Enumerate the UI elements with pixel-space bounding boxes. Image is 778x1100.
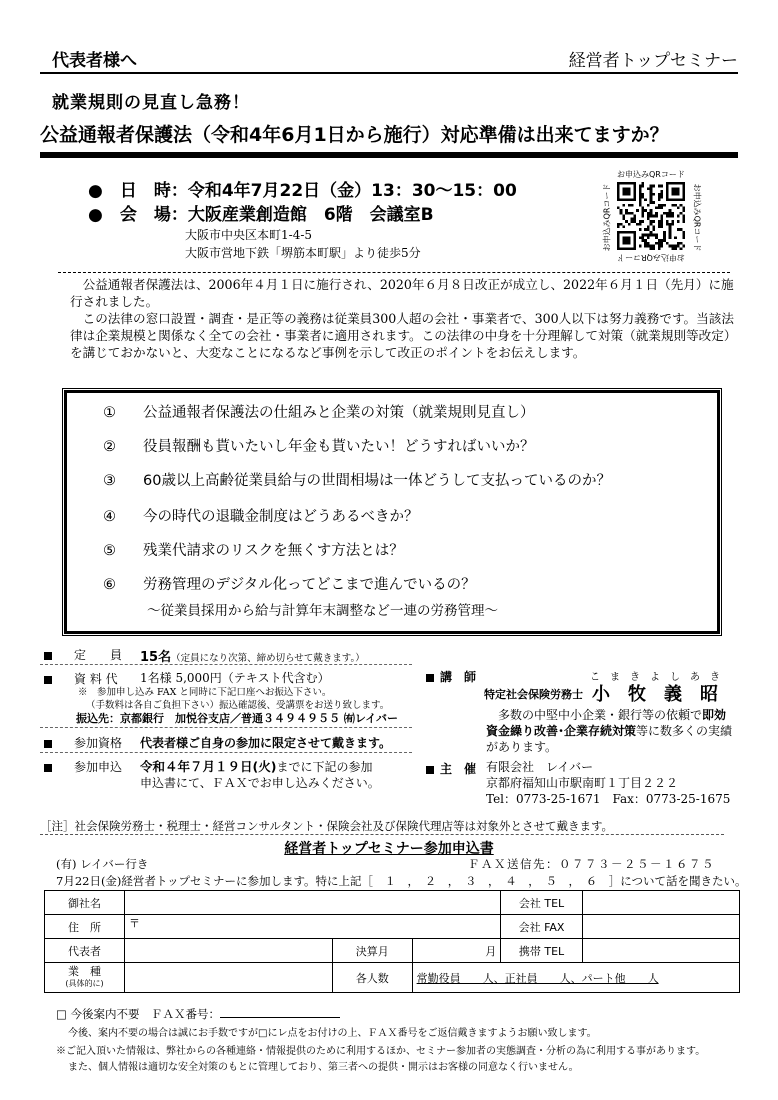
divider	[40, 727, 412, 728]
month-unit: 月	[485, 944, 497, 958]
bullet-square-icon	[426, 674, 434, 682]
intro-paragraph: この法律の窓口設置・調査・是正等の義務は従業員300人超の会社・事業者で、300人以下は努力義務です。当該法律は企業規模と関係なく全ての会社・事業者に適用されます。この法律の中身を十分理解して対策（就業規則等改定）を講じておかないと、大変なことになるなど事例を示して改正のポイントをお伝えします。	[70, 311, 737, 360]
apply-method: 申込書にて、ＦＡＸでお申し込みください。	[140, 776, 380, 790]
speaker-desc-text: 等に数多くの実績	[636, 724, 733, 738]
topic-text: 労務管理のデジタル化ってどこまで進んでいるの？	[143, 577, 476, 593]
intro-text	[70, 276, 738, 361]
form-row	[45, 915, 740, 939]
capacity-label: 定 員	[74, 648, 123, 662]
topic-text: 公益通報者保護法の仕組みと企業の対策（就業規則見直し）	[143, 405, 535, 421]
topic-subtitle: ～従業員採用から給与計算年末調整など一連の労務管理～	[147, 603, 498, 619]
apply-deadline-date: 令和４年７月１９日(火)	[140, 759, 277, 774]
topics-box	[64, 390, 720, 634]
speaker-name: 小 牧 義 昭	[592, 684, 718, 705]
industry-label-note: (具体的に)	[65, 979, 104, 988]
qr-caption-bottom: お申込みQRコード	[617, 253, 685, 262]
speaker-desc	[486, 722, 732, 739]
topic-item	[103, 435, 535, 456]
form-row	[45, 891, 740, 915]
organizer-contact: Tel：0773-25-1671 Fax：0773-25-1675	[486, 792, 731, 806]
company-name-label: 御社名	[45, 891, 125, 915]
industry-label-text: 業 種	[68, 965, 101, 978]
qualification-label: 参加資格	[74, 736, 123, 750]
address-label: 住 所	[45, 915, 125, 939]
speaker-desc-text: 多数の中堅中小企業・銀行等の依頼で	[498, 708, 703, 722]
fee-label: 資 料 代	[74, 672, 118, 686]
fee-value: 1名様 5,000円（テキスト代含む）	[140, 671, 330, 685]
bullet-square-icon	[44, 652, 52, 660]
speaker-desc-emphasis: 資金繰り改善･企業存続対策	[486, 724, 637, 738]
fiscal-month-field[interactable]	[412, 939, 501, 963]
fee-note: ※ 参加申し込み FAX と同時に下記口座へお振込下さい。	[78, 687, 332, 698]
footer-note: ※ご記入頂いた情報は、弊社からの各種連絡・情報提供のために利用するほか、セミナー参加者の実態調査・分析の為に利用する事があります。	[56, 1046, 706, 1057]
venue-address: 大阪市中央区本町1-4-5	[185, 228, 313, 242]
topic-number: ⑥	[103, 577, 116, 593]
opt-out-label: □ 今後案内不要 ＦＡＸ番号：	[56, 1007, 221, 1021]
headcount-label: 各人数	[332, 963, 412, 993]
application-form-table	[44, 890, 740, 993]
topic-number: ④	[103, 509, 116, 525]
form-statement: 7月22日(金)経営者トップセミナーに参加します。特に上記［ １ ， ２ ， ３ ， ４ ， ５ ， ６ ］について話を聞きたい。	[56, 874, 747, 888]
event-date-value: 令和4年7月22日（金）13：30～15：00	[187, 181, 517, 201]
organizer-name: 有限会社 レイバー	[486, 760, 594, 774]
divider	[40, 664, 412, 665]
company-fax-field[interactable]	[582, 915, 739, 939]
topic-number: ⑤	[103, 543, 116, 559]
mobile-tel-label: 携帯 TEL	[501, 939, 582, 963]
speaker-reading: こ ま き よ し あ き	[590, 672, 720, 683]
topic-number: ①	[103, 405, 116, 421]
postal-mark: 〒	[129, 917, 140, 930]
event-date-label: ● 日 時：	[88, 181, 188, 201]
speaker-desc: があります。	[486, 740, 558, 754]
seminar-name: 経営者トップセミナー	[568, 51, 738, 71]
topic-item	[103, 401, 535, 422]
qualification-value	[140, 734, 391, 751]
qr-caption-right: お申込みQRコード	[692, 183, 702, 252]
qr-caption-top: お申込みQRコード	[617, 170, 685, 179]
apply-deadline-rest: までに下記の参加	[276, 760, 373, 774]
company-name-field[interactable]	[125, 891, 501, 915]
organizer-address: 京都府福知山市駅南町１丁目２２２	[486, 776, 679, 790]
fiscal-month-label: 決算月	[332, 939, 412, 963]
capacity-value: 15名	[140, 650, 172, 665]
bullet-square-icon	[44, 764, 52, 772]
footer-note: また、個人情報は適切な安全対策のもとに管理しており、第三者への提供・開示はお客様の同意なく行いません。	[68, 1062, 579, 1073]
headcount-field[interactable]: 常勤役員 人、正社員 人、パート他 人	[412, 963, 739, 993]
bullet-square-icon	[426, 766, 434, 774]
capacity-label-wrap	[44, 646, 122, 663]
topic-text: 残業代請求のリスクを無くす方法とは？	[143, 543, 404, 559]
address-field[interactable]	[125, 915, 501, 939]
speaker-title: 特定社会保険労務士	[484, 688, 583, 701]
representative-field[interactable]	[125, 939, 333, 963]
qr-caption-left: お申込みQRコード	[602, 183, 612, 252]
apply-deadline	[140, 757, 372, 775]
recipient-label: 代表者様へ	[52, 51, 137, 71]
qualification-text: 代表者様ご自身の参加に限定させて戴きます。	[140, 736, 392, 750]
capacity-note: （定員になり次第、締め切らせて戴きます。）	[171, 653, 365, 664]
topic-text: 今の時代の退職金制度はどうあるべきか？	[143, 509, 419, 525]
headline-secondary: 公益通報者保護法（令和4年6月1日から施行）対応準備は出来てますか？	[40, 124, 669, 146]
company-tel-label: 会社 TEL	[501, 891, 582, 915]
company-fax-label: 会社 FAX	[501, 915, 582, 939]
divider	[40, 834, 724, 835]
apply-label-wrap	[44, 758, 122, 775]
qr-panel[interactable]	[593, 168, 711, 264]
speaker-label-wrap	[426, 668, 476, 685]
bullet-square-icon	[44, 676, 52, 684]
speaker-desc	[498, 706, 726, 723]
form-row	[45, 963, 740, 993]
industry-label	[45, 963, 125, 993]
speaker-desc-emphasis: 即効	[702, 708, 727, 722]
bullet-square-icon	[44, 740, 52, 748]
form-fax-number: ＦＡＸ送信先：０７７３－２５－１６７５	[468, 857, 715, 871]
fee-note: （手数料は各自ご負担下さい）振込確認後、受講票をお送り致します。	[86, 700, 390, 711]
qr-code-icon[interactable]	[617, 182, 685, 250]
qualification-label-wrap	[44, 734, 122, 751]
topic-number: ②	[103, 439, 116, 455]
opt-out-fax-field[interactable]	[220, 1017, 340, 1018]
organizer-label: 主 催	[440, 762, 477, 776]
form-title-text: 経営者トップセミナー参加申込書	[284, 841, 494, 857]
company-tel-field[interactable]	[582, 891, 739, 915]
divider	[40, 752, 412, 753]
header-rule	[40, 72, 738, 74]
event-venue	[88, 200, 434, 225]
organizer-label-wrap	[426, 760, 476, 777]
form-title	[0, 838, 778, 858]
footer-note: 今後、案内不要の場合は誠にお手数ですが□にレ点をお付けの上、ＦＡＸ番号をご返信戴きますようお願い致します。	[68, 1028, 597, 1039]
opt-out-checkbox[interactable]	[56, 1006, 340, 1022]
eligibility-note: ［注］社会保険労務士・税理士・経営コンサルタント・保険会社及び保険代理店等は対象外とさせて戴きます。	[40, 819, 614, 833]
topic-number: ③	[103, 473, 116, 489]
headline-bar	[40, 152, 738, 158]
form-recipient: (有) レイバー行き	[56, 857, 149, 871]
mobile-tel-field[interactable]	[582, 939, 739, 963]
topic-item	[103, 505, 419, 526]
event-date	[88, 176, 517, 201]
topic-text: 60歳以上高齢従業員給与の世間相場は一体どうして支払っているのか？	[143, 473, 611, 489]
topic-item	[103, 469, 611, 490]
venue-access: 大阪市営地下鉄「堺筋本町駅」より徒歩5分	[185, 246, 421, 260]
form-row	[45, 939, 740, 963]
speaker-label: 講 師	[440, 670, 477, 684]
intro-paragraph: 公益通報者保護法は、2006年４月１日に施行され、2020年６月８日改正が成立し、2022年６月１日（先月）に施行されました。	[70, 277, 734, 309]
topic-text: 役員報酬も貰いたいし年金も貰いたい！どうすればいいか？	[143, 439, 535, 455]
event-venue-label: ● 会 場：	[88, 205, 188, 225]
topic-item	[103, 573, 476, 594]
headline-primary: 就業規則の見直し急務！	[52, 93, 250, 113]
capacity-info	[140, 646, 365, 665]
bank-account: 振込先：京都銀行 加悦谷支店／普通３４９４９５５ ㈲レイバー	[76, 712, 399, 725]
industry-field[interactable]	[125, 963, 333, 993]
topic-item	[103, 539, 404, 560]
divider	[58, 272, 730, 273]
event-venue-value: 大阪産業創造館 6階 会議室B	[187, 205, 434, 225]
representative-label: 代表者	[45, 939, 125, 963]
apply-label: 参加申込	[74, 760, 123, 774]
